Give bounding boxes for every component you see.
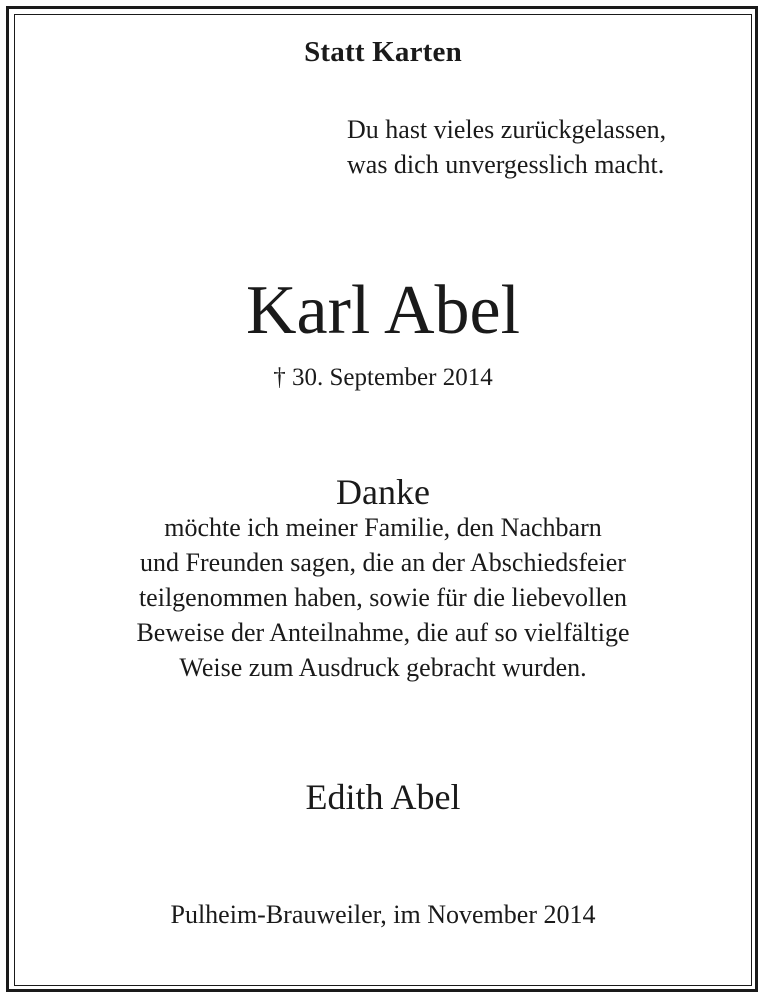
- thanks-line: und Freunden sagen, die an der Abschiedsfeier: [140, 548, 626, 577]
- place-date: Pulheim-Brauweiler, im November 2014: [170, 900, 596, 929]
- death-date: † 30. September 2014: [273, 364, 493, 391]
- motto-line: Du hast vieles zurückgelassen,: [347, 115, 667, 144]
- deceased-name: Karl Abel: [245, 272, 521, 349]
- thanks-line: Beweise der Anteilnahme, die auf so vielfältige: [136, 618, 630, 647]
- motto-line: was dich unvergesslich macht.: [347, 150, 665, 179]
- thanks-text: [0, 510, 766, 685]
- thanks-line: Weise zum Ausdruck gebracht wurden.: [179, 653, 587, 682]
- thanks-heading: Danke: [336, 472, 430, 512]
- thanks-line: teilgenommen haben, sowie für die liebevollen: [138, 583, 628, 612]
- thanks-line: möchte ich meiner Familie, den Nachbarn: [164, 513, 602, 542]
- motto-quote: [347, 112, 666, 182]
- signature-name: Edith Abel: [305, 777, 461, 817]
- header-title: Statt Karten: [304, 36, 462, 68]
